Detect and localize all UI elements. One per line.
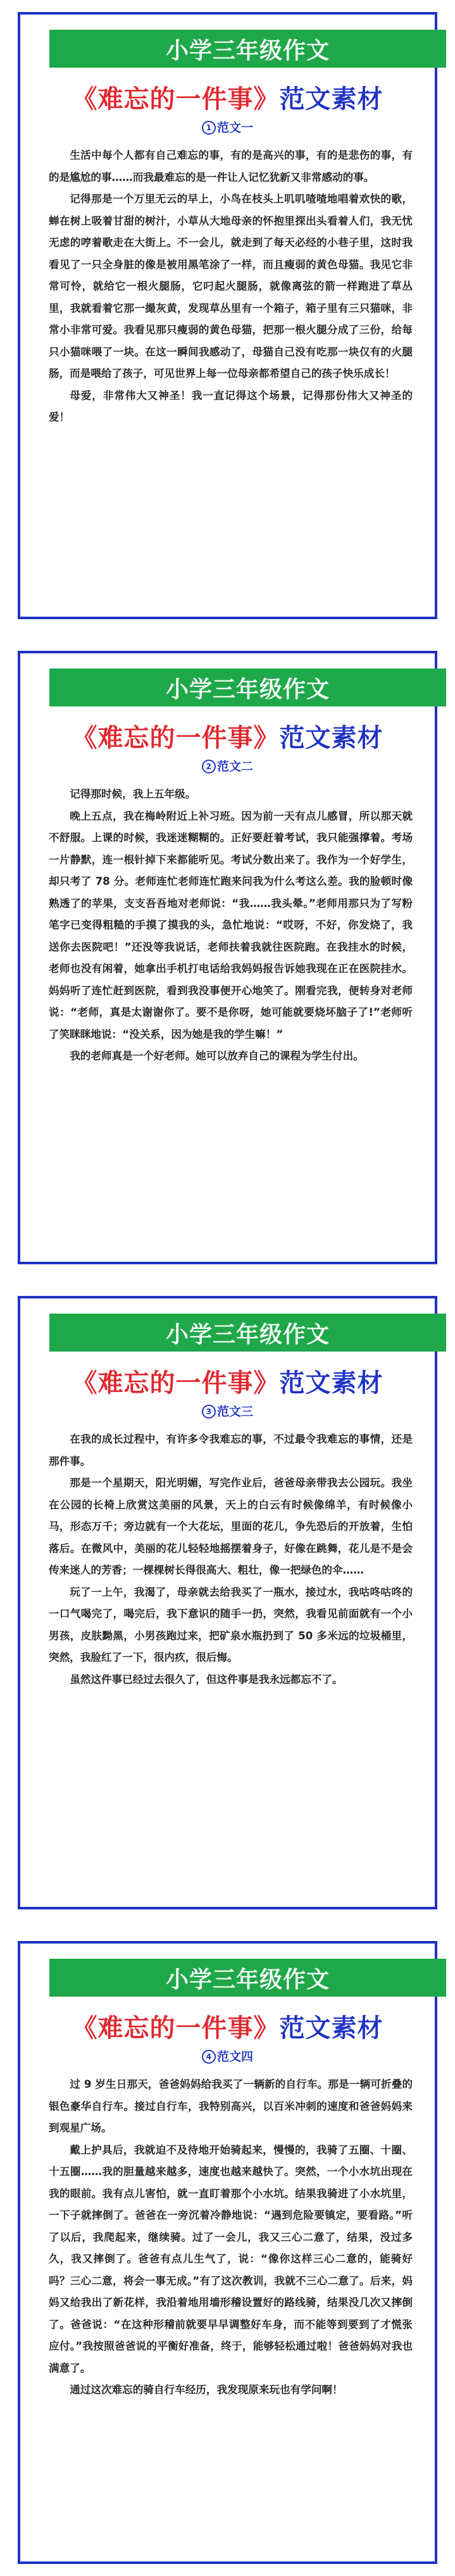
subtitle-red: 《难忘的一件事》 <box>72 2014 280 2043</box>
circled-number-icon: 4 <box>202 2050 216 2064</box>
circled-number-icon: 2 <box>202 760 216 773</box>
banner-title: 小学三年级作文 <box>165 1321 330 1348</box>
essay-body <box>49 145 413 429</box>
circled-number-icon: 1 <box>202 121 216 135</box>
card-subtitle <box>20 2008 435 2044</box>
essay-paragraph: 在我的成长过程中，有许多令我难忘的事，不过最令我难忘的事情，还是那件事。 <box>49 1433 413 1467</box>
essay-body <box>49 784 413 1068</box>
essay-paragraph: 记得那是一个万里无云的早上，小鸟在枝头上叽叽喳喳地唱着欢快的歌，蝉在树上吸着甘甜的树汁，小草从大地母亲的怀抱里探出头看着人们，我无忧无虑的哼着歌走在大街上。不一会儿，就走到了每天必经的小巷子里，这时我看见了一只全身脏的像是被用黑笔涂了一样，而且瘦弱的黄色母猫。我见它非常可怜，就给它一根火腿肠，它叼起火腿肠，就像离弦的箭一样跑进了草丛里，我就看着它那一撮灰黄，发现草丛里有一个箱子，箱子里有三只猫咪，非常小非常可爱。我看见那只瘦弱的黄色母猫，把那一根火腿分成了三份，给每只小猫咪喂了一块。在这一瞬间我感动了，母猫自己没有吃那一块仅有的火腿肠，而是喂给了孩子，可见世界上每一位母亲都希望自己的孩子快乐成长！ <box>49 193 413 379</box>
card-subtitle <box>20 1363 435 1399</box>
subtitle-red: 《难忘的一件事》 <box>72 724 280 753</box>
circled-number-icon: 3 <box>202 1405 216 1419</box>
essay-paragraph: 通过这次难忘的骑自行车经历，我发现原来玩也有学问啊！ <box>70 2384 343 2396</box>
essay-paragraph: 戴上护具后，我就迫不及待地开始骑起来，慢慢的，我骑了五圈、十圈、十五圈……我的胆量越来越多，速度也越来越快了。突然，一个小水坑出现在我的眼前。我有点儿害怕，就一直盯着那个小水坑。结果我骑进了小水坑里，一下子就摔倒了。爸爸在一旁沉着冷静地说：“遇到危险要镇定，要看路。”听了以后，我爬起来，继续骑。过了一会儿，我又三心二意了，结果，没过多久，我又摔倒了。爸爸有点儿生气了，说：“像你这样三心二意的，能骑好吗？三心二意，将会一事无成。”有了这次教训，我就不三心二意了。后来，妈妈又给我出了新花样，我沿着地用墙形稽设置好的路线骑，结果没几次又摔倒了。爸爸说：“在这种形稽前就要早早调整好车身，而不能等到要到了才慌张应付。”我按照爸爸说的平衡好准备，终于，能够轻松通过啦！爸爸妈妈对我也满意了。 <box>49 2143 413 2374</box>
subtitle-blue: 范文素材 <box>279 2014 383 2043</box>
banner-title: 小学三年级作文 <box>165 37 330 64</box>
card-subtitle <box>20 79 435 115</box>
essay-paragraph: 母爱，非常伟大又神圣！我一直记得这个场景，记得那份伟大又神圣的爱！ <box>49 389 413 423</box>
essay-label-text: 范文四 <box>216 2050 253 2064</box>
subtitle-red: 《难忘的一件事》 <box>72 85 280 114</box>
card-banner <box>49 1314 446 1352</box>
essay-label <box>20 118 435 135</box>
essay-paragraph: 生活中每个人都有自己难忘的事，有的是高兴的事，有的是悲伤的事，有的是尴尬的事……而我最难忘的是一件让人记忆犹新又非常感动的事。 <box>49 149 413 183</box>
subtitle-red: 《难忘的一件事》 <box>72 1369 280 1398</box>
essay-card-2 <box>18 651 437 1264</box>
essay-label <box>20 757 435 774</box>
essay-paragraph: 我的老师真是一个好老师。她可以放弃自己的课程为学生付出。 <box>70 1050 364 1062</box>
essay-paragraph: 过 9 岁生日那天，爸爸妈妈给我买了一辆新的自行车。那是一辆可折叠的银色豪华自行车。接过自行车，我特别高兴，以百米冲刺的速度和爸爸妈妈来到观星广场。 <box>49 2078 413 2134</box>
essay-paragraph: 玩了一上午，我渴了，母亲就去给我买了一瓶水，接过水，我咕咚咕咚的一口气喝完了，喝完后，我下意识的随手一扔，突然，我看见前面就有一个小男孩，皮肤黝黑，小男孩跑过来，把矿泉水瓶扔到了 50 多米远的垃圾桶里，突然，我脸红了一下，很内疚，很后悔。 <box>49 1586 413 1663</box>
essay-label-text: 范文一 <box>216 121 253 135</box>
essay-label <box>20 2047 435 2064</box>
essay-card-3 <box>18 1296 437 1909</box>
subtitle-blue: 范文素材 <box>279 1369 383 1398</box>
essay-label-text: 范文三 <box>216 1405 253 1419</box>
subtitle-blue: 范文素材 <box>279 724 383 753</box>
subtitle-blue: 范文素材 <box>279 85 383 114</box>
essay-paragraph: 虽然这件事已经过去很久了，但这件事是我永远都忘不了。 <box>70 1673 343 1685</box>
essay-paragraph: 晚上五点，我在梅岭附近上补习班。因为前一天有点儿感冒，所以那天就不舒服。上课的时候，我迷迷糊糊的。正好要赶着考试，我只能强撑着。考场一片静默，连一根针掉下来都能听见。考试分数出来了。我作为一个好学生，却只考了 78 分。老师连忙老师连忙跑来问我为什么考这么差。我的脸顿时像熟透了的苹果，支支吾吾地对老师说：“我……我头晕。”老师用那只为了写粉笔字已变得粗糙的手摸了摸我的头，急忙地说：“哎呀，不好，你发烧了，我送你去医院吧！”还没等我说话，老师扶着我就往医院跑。在我挂水的时候，老师也没有闲着，她拿出手机打电话给我妈妈报告诉她我现在正在医院挂水。妈妈听了连忙赶到医院，看到我没事便开心地笑了。刚看完我，便转身对老师说：“老师，真是太谢谢你了。要不是你呀，她可能就要烧坏脑子了!”老师听了笑眯眯地说：“没关系，因为她是我的学生嘛！” <box>49 810 413 1040</box>
card-banner <box>49 30 446 68</box>
essay-paragraph: 那是一个星期天，阳光明媚，写完作业后，爸爸母亲带我去公园玩。我坐在公园的长椅上欣赏这美丽的风景，天上的白云有时候像绵羊，有时候像小马，形态万千；旁边就有一个大花坛，里面的花儿，争先恐后的开放着，生怕落后。在微风中，美丽的花儿轻轻地摇摆着身子，好像在跳舞，花儿是不是会传来迷人的芳香；一棵棵树长得很高大、粗壮，像一把绿色的伞…… <box>49 1477 413 1576</box>
banner-title: 小学三年级作文 <box>165 1966 330 1993</box>
essay-card-1 <box>18 12 437 619</box>
essay-body <box>49 1429 413 1691</box>
essay-body <box>49 2074 413 2401</box>
card-banner <box>49 1959 446 1997</box>
essay-label-text: 范文二 <box>216 760 253 773</box>
essay-card-4 <box>18 1941 437 2564</box>
essay-paragraph: 记得那时候，我上五年级。 <box>70 788 196 800</box>
banner-title: 小学三年级作文 <box>165 676 330 703</box>
card-subtitle <box>20 718 435 754</box>
essay-label <box>20 1402 435 1419</box>
card-banner <box>49 669 446 706</box>
